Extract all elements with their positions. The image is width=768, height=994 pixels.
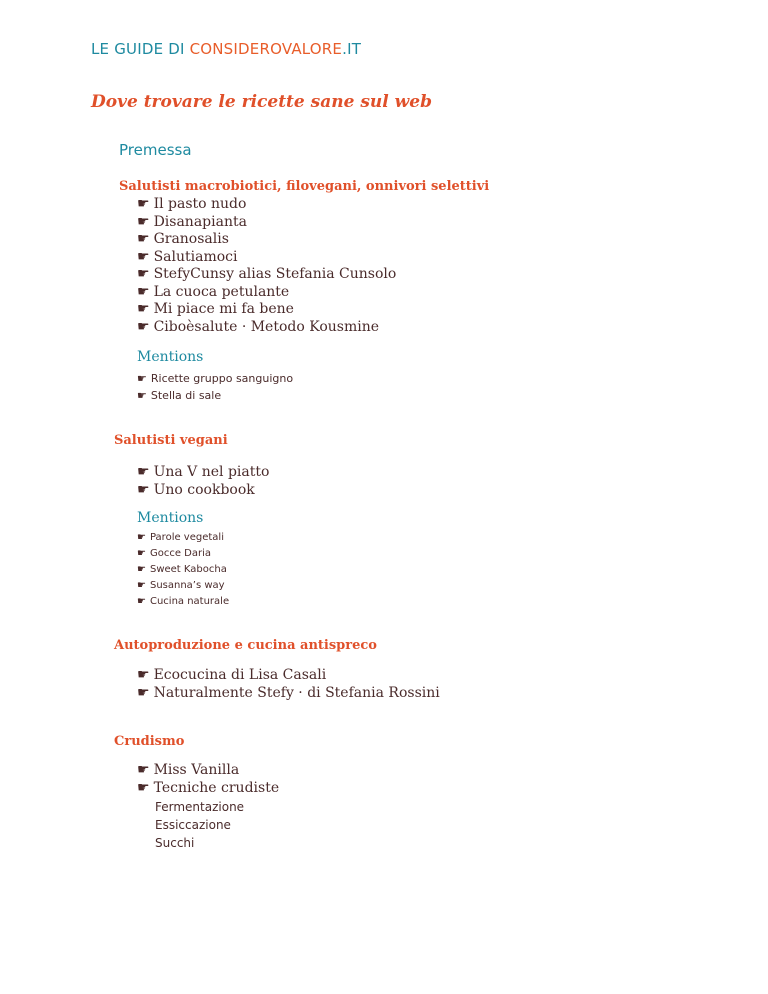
site-brand	[91, 40, 361, 58]
list-item[interactable]	[137, 762, 279, 780]
item-link[interactable]: Gocce Daria	[149, 548, 212, 559]
list-item[interactable]	[137, 578, 229, 594]
item-link[interactable]: Tecniche crudiste	[153, 779, 280, 796]
list-autoproduzione	[137, 667, 440, 702]
section-heading-autoproduzione: Autoproduzione e cucina antispreco	[114, 638, 377, 653]
pointing-hand-icon: ☛	[137, 667, 150, 683]
pointing-hand-icon: ☛	[137, 548, 146, 559]
list-vegani	[137, 464, 269, 499]
list-item[interactable]	[137, 464, 269, 482]
list-item[interactable]	[137, 562, 229, 578]
list-item[interactable]	[137, 231, 396, 249]
brand-suffix: .IT	[342, 40, 362, 58]
item-link[interactable]: Salutiamoci	[153, 248, 238, 265]
list-item[interactable]	[155, 816, 244, 834]
list-item[interactable]	[137, 685, 440, 703]
mentions-label: Mentions	[137, 510, 204, 526]
mentions-list-vegani	[137, 530, 229, 610]
pointing-hand-icon: ☛	[137, 596, 146, 607]
item-link[interactable]: Essiccazione	[155, 818, 231, 832]
item-link[interactable]: Succhi	[155, 836, 195, 850]
pointing-hand-icon: ☛	[137, 301, 150, 317]
list-item[interactable]	[137, 249, 396, 267]
list-crudismo	[137, 762, 279, 797]
item-link[interactable]: Naturalmente Stefy · di Stefania Rossini	[153, 684, 440, 701]
item-link[interactable]: Ricette gruppo sanguigno	[150, 372, 294, 385]
pointing-hand-icon: ☛	[137, 318, 150, 335]
list-item[interactable]	[155, 834, 244, 852]
pointing-hand-icon: ☛	[137, 481, 150, 498]
list-item[interactable]	[137, 387, 293, 404]
item-link[interactable]: Il pasto nudo	[153, 196, 247, 212]
pointing-hand-icon: ☛	[137, 372, 147, 385]
item-link[interactable]: Stella di sale	[150, 389, 222, 402]
item-link[interactable]: Fermentazione	[155, 800, 245, 814]
premessa-link[interactable]: Premessa	[119, 141, 192, 159]
mentions-label: Mentions	[137, 349, 204, 365]
list-item[interactable]	[137, 546, 229, 562]
item-link[interactable]: Disanapianta	[153, 213, 247, 230]
list-item[interactable]	[155, 798, 244, 816]
pointing-hand-icon: ☛	[137, 283, 150, 300]
list-item[interactable]	[137, 266, 396, 284]
pointing-hand-icon: ☛	[137, 196, 150, 212]
pointing-hand-icon: ☛	[137, 213, 150, 230]
mentions-list-macrobiotici	[137, 370, 293, 404]
list-macrobiotici	[137, 196, 396, 336]
item-link[interactable]: Mi piace mi fa bene	[153, 301, 294, 317]
list-item[interactable]	[137, 530, 229, 546]
list-item[interactable]	[137, 482, 269, 500]
list-item[interactable]	[137, 214, 396, 232]
item-link[interactable]: Granosalis	[153, 231, 229, 247]
pointing-hand-icon: ☛	[137, 564, 146, 575]
pointing-hand-icon: ☛	[137, 248, 150, 265]
list-item[interactable]	[137, 319, 396, 337]
item-link[interactable]: Miss Vanilla	[153, 762, 240, 778]
pointing-hand-icon: ☛	[137, 389, 147, 402]
pointing-hand-icon: ☛	[137, 532, 146, 543]
brand-name: CONSIDEROVALORE	[189, 40, 343, 58]
list-item[interactable]	[137, 594, 229, 610]
list-item[interactable]	[137, 667, 440, 685]
pointing-hand-icon: ☛	[137, 231, 150, 247]
item-link[interactable]: Cucina naturale	[149, 596, 230, 607]
list-item[interactable]	[137, 301, 396, 319]
list-item[interactable]	[137, 370, 293, 387]
section-heading-macrobiotici: Salutisti macrobiotici, filovegani, onnivori selettivi	[119, 179, 490, 194]
item-link[interactable]: StefyCunsy alias Stefania Cunsolo	[153, 266, 397, 282]
pointing-hand-icon: ☛	[137, 266, 150, 282]
page-title: Dove trovare le ricette sane sul web	[91, 92, 432, 112]
item-link[interactable]: Sweet Kabocha	[149, 564, 227, 575]
pointing-hand-icon: ☛	[137, 779, 150, 796]
list-item[interactable]	[137, 284, 396, 302]
item-link[interactable]: Susanna’s way	[149, 580, 225, 591]
pointing-hand-icon: ☛	[137, 684, 150, 701]
item-link[interactable]: Una V nel piatto	[153, 464, 270, 480]
pointing-hand-icon: ☛	[137, 580, 146, 591]
list-item[interactable]	[137, 780, 279, 798]
item-link[interactable]: Ciboèsalute · Metodo Kousmine	[153, 318, 379, 335]
pointing-hand-icon: ☛	[137, 464, 150, 480]
section-heading-crudismo: Crudismo	[114, 734, 185, 749]
item-link[interactable]: La cuoca petulante	[153, 283, 290, 300]
section-heading-vegani: Salutisti vegani	[114, 433, 228, 448]
list-item[interactable]	[137, 196, 396, 214]
pointing-hand-icon: ☛	[137, 762, 150, 778]
item-link[interactable]: Uno cookbook	[153, 481, 255, 498]
item-link[interactable]: Ecocucina di Lisa Casali	[153, 667, 327, 683]
brand-prefix: LE GUIDE DI	[91, 40, 190, 58]
sublist-tecniche-crudiste	[155, 798, 244, 852]
item-link[interactable]: Parole vegetali	[149, 532, 224, 543]
